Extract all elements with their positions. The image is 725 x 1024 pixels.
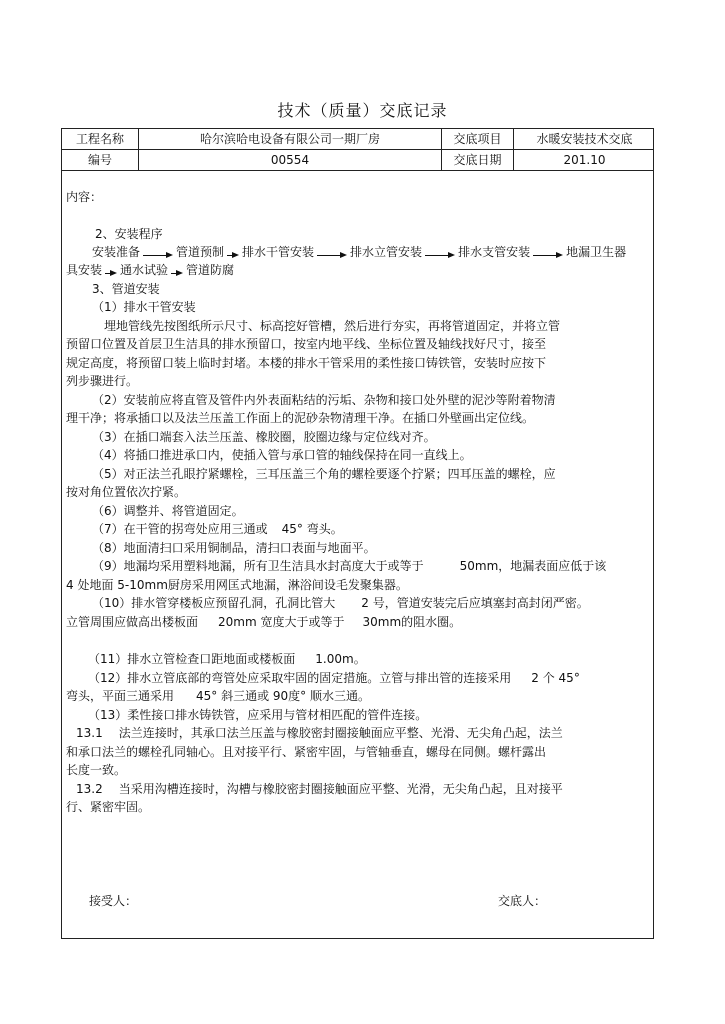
p1-title: （1）排水干管安装 [92,300,196,314]
paragraph-line [92,558,606,574]
flow-step: 安装准备 [92,245,141,259]
flow-step: 排水支管安装 [458,245,531,259]
paragraph-line: 行、紧密牢固。 [66,800,151,814]
text-part: 2 个 45° [531,671,580,685]
content-heading: 内容： [66,190,103,204]
project-name-label: 工程名称 [62,129,139,149]
project-name-value: 哈尔滨哈电设备有限公司一期厂房 [139,129,442,149]
paragraph-line: 和承口法兰的螺栓孔同轴心。且对接平行、紧密牢固，与管轴垂直，螺母在同侧。螺杆露出 [66,745,547,759]
procedure-flow-cont [66,262,234,278]
paragraph-line: 4 处地面 5-10mm厨房采用网匡式地漏，淋浴间设毛发聚集器。 [66,578,408,592]
text-part: 13.1 [76,726,103,740]
paragraph-line: 长度一致。 [66,763,127,777]
text-part: 45° 弯头。 [281,522,343,536]
text-part: 13.2 [76,782,103,796]
paragraph-line [76,725,563,741]
arrow-right-icon [105,266,117,276]
text-part: （7）在干管的拐弯处应用三通或 [92,522,268,536]
document-title: 技术（质量）交底记录 [277,101,448,120]
paragraph-line: 规定高度，将预留口装上临时封堵。本楼的排水干管采用的柔性接口铸铁管，安装时应按下 [66,356,547,370]
flow-step: 通水试验 [120,263,169,277]
text-part: 当采用沟槽连接时，沟槽与橡胶密封圈接触面应平整、光滑，无尖角凸起，且对接平 [118,782,563,796]
arrow-right-icon [227,248,239,258]
disclosure-form [61,128,654,939]
text-part: 45° 斜三通或 90度° 顺水三通。 [196,689,370,703]
paragraph-line: （2）安装前应将直管及管件内外表面粘结的污垢、杂物和接口处外壁的泥沙等附着物清 [92,393,556,407]
paragraph-line: 按对角位置依次拧紧。 [66,485,187,499]
header-row-number [62,150,653,171]
arrow-right-icon [533,248,563,258]
flow-step: 排水立管安装 [350,245,423,259]
flow-step: 排水干管安装 [242,245,315,259]
text-part: 2 号，管道安装完后应填塞封高封闭严密。 [361,596,589,610]
number-label: 编号 [62,150,139,170]
arrow-right-icon [171,266,183,276]
header-row-project [62,129,653,150]
section-pipe-install: 3、管道安装 [92,282,160,296]
text-part: 50mm，地漏表面应低于该 [459,559,607,573]
text-part: 20mm 宽度大于或等于 [218,615,345,629]
paragraph-line: （4）将插口推进承口内，使插入管与承口管的轴线保持在同一直线上。 [92,448,472,462]
discloser-label: 交底人： [498,894,547,908]
paragraph-line [66,688,370,704]
text-part: 1.00m。 [315,652,366,666]
paragraph-line: （13）柔性接口排水铸铁管，应采用与管材相匹配的管件连接。 [88,708,428,722]
receiver-label: 接受人： [89,894,138,908]
paragraph-line [92,595,589,611]
item-label: 交底项目 [442,129,514,149]
text-part: （11）排水立管检查口距地面或楼板面 [88,652,296,666]
paragraph-line: 埋地管线先按图纸所示尺寸、标高挖好管槽，然后进行夯实，再将管道固定，并将立管 [104,319,561,333]
date-value: 201.10 [563,153,606,167]
flow-step: 具安装 [66,263,103,277]
text-part: 30mm的阻水圈。 [362,615,462,629]
procedure-flow [92,244,626,260]
paragraph-line [88,651,366,667]
paragraph-line [88,670,580,686]
flow-step: 管道防腐 [186,263,235,277]
paragraph-line: 预留口位置及首层卫生洁具的排水预留口，按室内地平线、坐标位置及轴线找好尺寸，接至 [66,337,547,351]
paragraph-line [92,521,343,537]
arrow-right-icon [143,248,173,258]
text-part: 弯头，平面三通采用 [66,689,175,703]
paragraph-line: （6）调整并、将管道固定。 [92,504,244,518]
content-area [62,171,653,938]
paragraph-line: （5）对正法兰孔眼拧紧螺栓，三耳压盖三个角的螺栓要逐个拧紧；四耳压盖的螺栓，应 [92,467,556,481]
paragraph-line [76,781,563,797]
date-label: 交底日期 [442,150,514,170]
paragraph-line: 理干净；将承插口以及法兰压盖工作面上的泥砂杂物清理干净。在插口外壁画出定位线。 [66,411,535,425]
text-part: （12）排水立管底部的弯管处应采取牢固的固定措施。立管与排出管的连接采用 [88,671,512,685]
text-part: 立管周围应做高出楼板面 [66,615,199,629]
arrow-right-icon [425,248,455,258]
flow-step: 管道预制 [176,245,225,259]
section-install-procedure: 2、安装程序 [95,227,163,241]
paragraph-line [66,614,461,630]
paragraph-line: （3）在插口端套入法兰压盖、橡胶圈，胶圈边缘与定位线对齐。 [92,430,436,444]
text-part: （10）排水管穿楼板应预留孔洞，孔洞比管大 [92,596,336,610]
paragraph-line: 列步骤进行。 [66,374,139,388]
flow-step: 地漏卫生器 [566,245,627,259]
paragraph-line: （8）地面清扫口采用铜制品，清扫口表面与地面平。 [92,541,376,555]
text-part: 法兰连接时，其承口法兰压盖与橡胶密封圈接触面应平整、光滑、无尖角凸起，法兰 [118,726,563,740]
text-part: （9）地漏均采用塑料地漏，所有卫生洁具水封高度大于或等于 [92,559,424,573]
number-value: 00554 [139,150,442,170]
item-value: 水暖安装技术交底 [536,132,633,146]
arrow-right-icon [317,248,347,258]
